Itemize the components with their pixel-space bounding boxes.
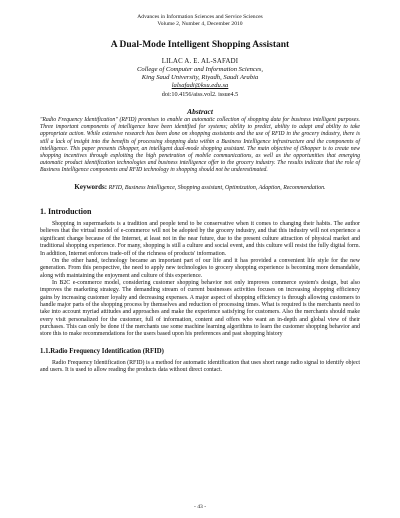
keywords <box>40 184 360 193</box>
intro-paragraph-1: Shopping in supermarkets is a tradition and people tend to be conservative when it comes to changing their habits. The author believes that the virtual model of e-commerce will not be adopted by the grocery industry, and that this industry will not experience a significant change because of the Internet, at least not in the near future, due to the present culture attraction of physical market and traditional shopping experience. For many, shopping is still a culture and social event, and this culture will resist the fully digital form. In addition, Internet enforces trade-off of the richness of products' information. <box>40 221 360 257</box>
email-link[interactable]: lalsafadi@ksu.edu.sa <box>171 82 229 89</box>
abstract-heading: Abstract <box>187 107 213 116</box>
journal-volume: Volume 2, Number 4, December 2010 <box>157 21 243 27</box>
keywords-label: Keywords: <box>74 182 108 191</box>
author-email <box>40 82 360 90</box>
journal-name: Advances in Information Sciences and Service Sciences <box>137 14 263 20</box>
intro-paragraph-3: In B2C e-commerce model, considering customer shopping behavior not only improves commerce system's design, but also improves the marketing strategy. The demanding stream of current businesses activities focuses on increasing shopping efficiency gains by increasing customer loyalty and decreasing expenses. A major aspect of shopping efficiency is through allowing customers to handle major parts of the shopping process by themselves and reduction of processing times. What is required is the merchants need to take into account myriad attitudes and approaches and make the experience satisfying for customers. Also the merchants should make every visit personalized for the customer, full of information, content and offers who want an in-depth and global view of their purchases. This can only be done if the merchants use some machine learning algorithms to learn the customer shopping behavior and store this to make recommendations for the users based upon his preferences and past shopping history <box>40 279 360 338</box>
author-affiliation <box>40 66 360 90</box>
doi: doi:10.4156/aiss.vol2. issue4.5 <box>161 91 239 98</box>
subsection-heading-rfid: 1.1.Radio Frequency Identification (RFID) <box>40 347 164 355</box>
affiliation-line-1: College of Computer and Information Sciences, <box>137 66 263 73</box>
affiliation-line-2: King Saud University, Riyadh, Saudi Arabia <box>141 74 259 81</box>
page-number: - 43 - <box>193 504 207 510</box>
abstract-text: "Radio Frequency Identification" (RFID) promises to enable an automatic collection of shopping data for business intelligent purposes. Three important components of intelligence have been identified for systems; ability to predict, ability to adapt and ability to take appropriate action. While extensive research has been done on shopping assistants and the use of RFID in the grocery industry, there is still a lack of insight into the benefits of processing shopping data within a Business Intelligence infrastructure and the components of intelligence. This paper presents iShopper, an intelligent dual-mode shopping assistant. The main objective of iShopper is to create new shopping incentives through exploiting the high penetration of mobile communications, as well as the opportunities that emerging automatic product identification technologies and business intelligence offer to the grocery industry. The results indicate that the role of Business Intelligence components and RFID technology in shopping should not be underestimated. <box>40 117 360 174</box>
section-heading-introduction: 1. Introduction <box>40 207 92 217</box>
paper-title: A Dual-Mode Intelligent Shopping Assistant <box>110 40 290 50</box>
rfid-paragraph-1: Radio Frequency Identification (RFID) is a method for automatic identification that uses short range radio signal to identify object and users. It is used to allow reading the products data without direct contact. <box>40 359 360 373</box>
keywords-text: RFID, Business Intelligence, Shopping assistant, Optimization, Adaption, Recommendation. <box>108 184 326 191</box>
intro-paragraph-2: On the other hand, technology became an important part of our life and it has provided a convenient life style for the new generation. From this perspective, the need to apply new technologies to grocery shopping experience is becoming more demandable, along with maintaining the enjoyment and culture of this experience. <box>40 257 360 279</box>
journal-header <box>40 14 360 28</box>
author-name: LILAC A. E. AL-SAFADI <box>161 58 239 65</box>
